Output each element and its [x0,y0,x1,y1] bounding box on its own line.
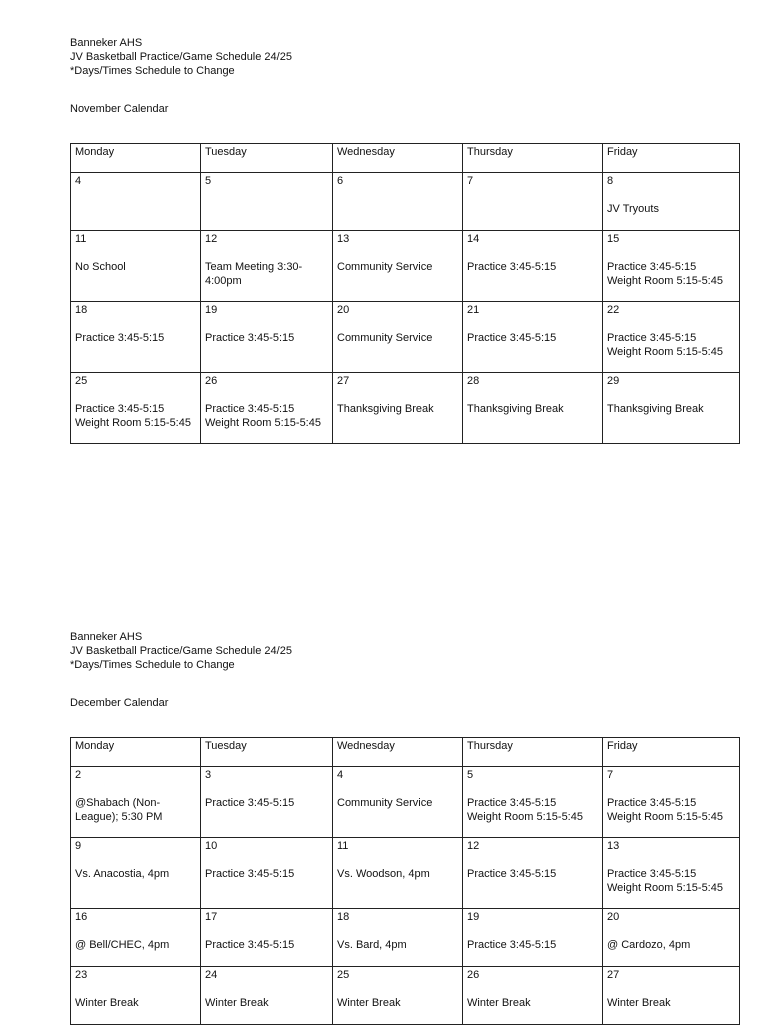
date-number: 13 [337,233,350,245]
date-number: 29 [607,375,620,387]
date-number: 18 [337,911,350,923]
day-cell [603,302,740,373]
event-text [205,867,328,881]
day-cell [463,302,603,373]
event-text [607,202,735,216]
day-cell [603,909,740,967]
schedule-note: *Days/Times Schedule to Change [70,65,235,77]
event-text [607,796,735,824]
day-cell [71,231,201,302]
day-cell [463,967,603,1025]
day-cell [463,173,603,231]
school-name: Banneker AHS [70,37,143,49]
event-text [607,331,735,359]
schedule-note: *Days/Times Schedule to Change [70,659,235,671]
event-line: Practice 3:45-5:15 [607,797,697,809]
event-line: Weight Room 5:15-5:45 [75,417,191,429]
date-number: 20 [337,304,350,316]
event-text [75,796,196,824]
event-text [607,260,735,288]
date-number: 7 [607,769,614,781]
day-cell [71,967,201,1025]
event-text [337,938,458,952]
event-line: Weight Room 5:15-5:45 [607,811,723,823]
event-text [75,402,196,430]
week-row [71,302,740,373]
event-text [337,402,458,416]
event-line: 4:00pm [205,275,242,287]
day-cell [333,231,463,302]
day-cell [201,302,333,373]
event-line: Team Meeting 3:30- [205,261,303,273]
month-title: November Calendar [70,103,169,115]
day-cell [201,909,333,967]
day-cell [333,302,463,373]
date-number: 24 [205,969,218,981]
event-line: Weight Room 5:15-5:45 [205,417,321,429]
date-number: 22 [607,304,620,316]
date-number: 6 [337,175,344,187]
day-cell [603,173,740,231]
date-number: 16 [75,911,88,923]
date-number: 27 [337,375,350,387]
day-cell [201,838,333,909]
event-text [75,260,196,274]
day-cell [463,231,603,302]
event-line: Practice 3:45-5:15 [607,868,697,880]
date-number: 19 [467,911,480,923]
week-row [71,838,740,909]
schedule-title: JV Basketball Practice/Game Schedule 24/25 [70,645,292,657]
event-text [467,331,598,345]
day-cell [201,373,333,444]
school-name: Banneker AHS [70,631,143,643]
day-cell [333,173,463,231]
day-cell [463,838,603,909]
event-text [337,867,458,881]
week-row [71,373,740,444]
day-cell [71,302,201,373]
day-cell [333,373,463,444]
event-line: Thanksgiving Break [467,403,564,415]
date-number: 23 [75,969,88,981]
calendar-header-row [71,738,740,767]
event-line: Practice 3:45-5:15 [205,403,295,415]
event-line: Winter Break [467,997,531,1009]
date-number: 2 [75,769,82,781]
date-number: 28 [467,375,480,387]
event-line: Practice 3:45-5:15 [75,403,165,415]
date-number: 15 [607,233,620,245]
event-line: Winter Break [75,997,139,1009]
event-line: Weight Room 5:15-5:45 [467,811,583,823]
event-text [205,260,328,288]
event-text [337,996,458,1010]
event-text [467,402,598,416]
day-header: Tuesday [201,144,333,173]
event-text [607,938,735,952]
event-line: Practice 3:45-5:15 [75,332,165,344]
event-line: Practice 3:45-5:15 [467,868,557,880]
event-text [205,331,328,345]
schedule-title: JV Basketball Practice/Game Schedule 24/25 [70,51,292,63]
event-line: Practice 3:45-5:15 [205,939,295,951]
event-line: Vs. Bard, 4pm [337,939,407,951]
date-number: 26 [467,969,480,981]
event-line: Practice 3:45-5:15 [467,797,557,809]
event-line: Thanksgiving Break [337,403,434,415]
event-text [467,867,598,881]
month-title: December Calendar [70,697,169,709]
date-number: 25 [75,375,88,387]
event-text [607,996,735,1010]
event-text [467,260,598,274]
date-number: 20 [607,911,620,923]
date-number: 12 [467,840,480,852]
event-line: Practice 3:45-5:15 [607,261,697,273]
day-cell [333,838,463,909]
date-number: 12 [205,233,218,245]
day-cell [71,173,201,231]
day-header: Monday [71,144,201,173]
date-number: 3 [205,769,212,781]
event-text [467,938,598,952]
calendar-table [70,143,740,444]
event-line: Practice 3:45-5:15 [607,332,697,344]
event-line: Thanksgiving Break [607,403,704,415]
date-number: 18 [75,304,88,316]
day-cell [201,967,333,1025]
event-text [205,938,328,952]
day-cell [603,967,740,1025]
event-text [337,796,458,810]
day-cell [333,767,463,838]
day-cell [603,231,740,302]
date-number: 13 [607,840,620,852]
day-header: Wednesday [333,738,463,767]
date-number: 26 [205,375,218,387]
date-number: 19 [205,304,218,316]
event-line: Community Service [337,261,433,273]
event-line: @Shabach (Non- [75,797,161,809]
date-number: 7 [467,175,474,187]
event-line: @ Cardozo, 4pm [607,939,691,951]
event-text [205,796,328,810]
day-cell [201,231,333,302]
event-line: Community Service [337,332,433,344]
date-number: 14 [467,233,480,245]
event-line: Practice 3:45-5:15 [467,939,557,951]
day-cell [463,373,603,444]
event-line: Vs. Woodson, 4pm [337,868,430,880]
event-text [75,938,196,952]
event-text [75,867,196,881]
day-cell [333,909,463,967]
event-line: Practice 3:45-5:15 [467,261,557,273]
day-header: Wednesday [333,144,463,173]
day-cell [71,767,201,838]
event-text [205,402,328,430]
date-number: 4 [337,769,344,781]
date-number: 25 [337,969,350,981]
day-header: Friday [603,144,740,173]
event-text [337,260,458,274]
event-line: Winter Break [337,997,401,1009]
november-section [70,36,739,444]
event-line: Vs. Anacostia, 4pm [75,868,170,880]
day-cell [71,909,201,967]
week-row [71,173,740,231]
event-text [205,996,328,1010]
date-number: 21 [467,304,480,316]
date-number: 8 [607,175,614,187]
day-header: Friday [603,738,740,767]
week-row [71,231,740,302]
date-number: 9 [75,840,82,852]
event-text [75,331,196,345]
event-line: Winter Break [205,997,269,1009]
date-number: 4 [75,175,82,187]
day-cell [201,767,333,838]
day-cell [603,838,740,909]
day-cell [463,767,603,838]
event-line: No School [75,261,126,273]
event-text [337,331,458,345]
calendar-table [70,737,740,1025]
event-text [607,402,735,416]
week-row [71,909,740,967]
event-line: Weight Room 5:15-5:45 [607,882,723,894]
event-line: Practice 3:45-5:15 [205,797,295,809]
calendar-header-row [71,144,740,173]
date-number: 11 [75,233,87,245]
day-cell [603,767,740,838]
week-row [71,767,740,838]
event-line: @ Bell/CHEC, 4pm [75,939,170,951]
day-cell [201,173,333,231]
event-line: Weight Room 5:15-5:45 [607,275,723,287]
event-line: Community Service [337,797,433,809]
event-text [467,796,598,824]
event-text [607,867,735,895]
date-number: 27 [607,969,620,981]
event-text [75,996,196,1010]
day-header: Monday [71,738,201,767]
event-line: Practice 3:45-5:15 [205,868,295,880]
event-line: Weight Room 5:15-5:45 [607,346,723,358]
event-text [467,996,598,1010]
day-cell [71,838,201,909]
date-number: 11 [337,840,349,852]
event-line: Practice 3:45-5:15 [205,332,295,344]
event-line: JV Tryouts [607,203,659,215]
date-number: 10 [205,840,218,852]
date-number: 5 [205,175,212,187]
day-header: Thursday [463,144,603,173]
day-header: Tuesday [201,738,333,767]
december-section [70,630,739,1025]
date-number: 17 [205,911,218,923]
day-cell [71,373,201,444]
day-cell [333,967,463,1025]
week-row [71,967,740,1025]
day-cell [603,373,740,444]
event-line: Practice 3:45-5:15 [467,332,557,344]
event-line: League); 5:30 PM [75,811,163,823]
event-line: Winter Break [607,997,671,1009]
day-header: Thursday [463,738,603,767]
day-cell [463,909,603,967]
date-number: 5 [467,769,474,781]
